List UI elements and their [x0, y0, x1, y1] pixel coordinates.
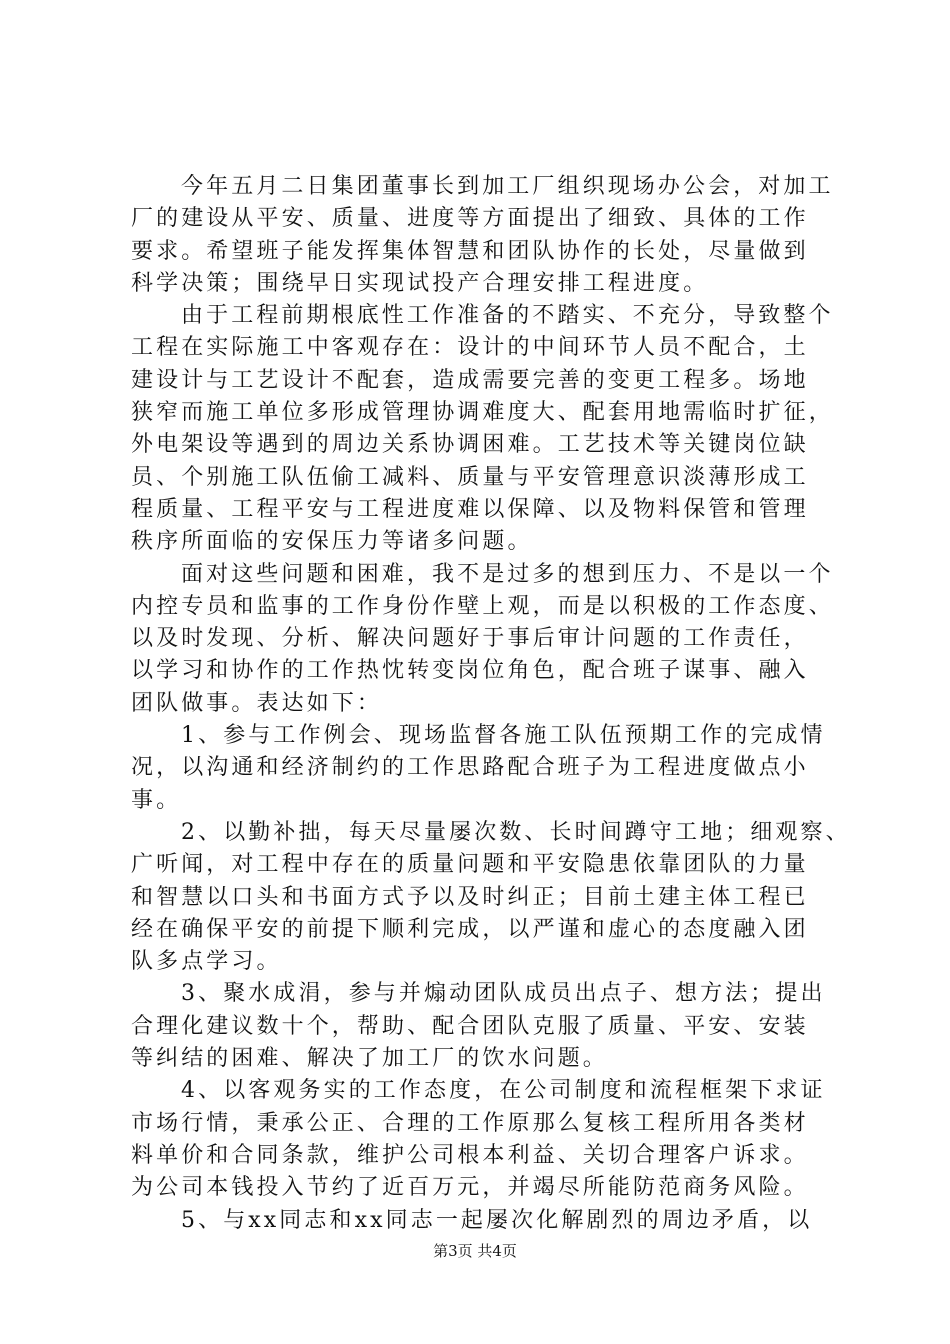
text-line: 4、以客观务实的工作态度，在公司制度和流程框架下求证 — [181, 1078, 826, 1104]
paragraph — [131, 300, 851, 558]
text-line: 料单价和合同条款，维护公司根本利益、关切合理客户诉求。 — [131, 1142, 809, 1168]
text-line: 团队做事。表达如下： — [131, 690, 383, 716]
page-footer: 第3页 共4页 — [433, 1242, 517, 1260]
paragraph — [131, 559, 851, 720]
text-line: 事。 — [131, 787, 182, 813]
paragraph — [131, 1205, 851, 1237]
text-line: 5、与xx同志和xx同志一起屡次化解剧烈的周边矛盾，以 — [181, 1207, 813, 1233]
text-line: 2、以勤补拙，每天尽量屡次数、长时间蹲守工地；细观察、 — [181, 819, 851, 845]
text-line: 建设计与工艺设计不配套，造成需要完善的变更工程多。场地 — [131, 367, 809, 393]
paragraph — [131, 1075, 851, 1204]
text-line: 员、个别施工队伍偷工减料、质量与平安管理意识淡薄形成工 — [131, 464, 809, 490]
paragraph — [131, 171, 851, 300]
text-line: 广听闻，对工程中存在的质量问题和平安隐患依靠团队的力量 — [131, 852, 809, 878]
text-line: 今年五月二日集团董事长到加工厂组织现场办公会，对加工 — [181, 174, 834, 199]
paragraph — [131, 817, 851, 978]
text-line: 内控专员和监事的工作身份作壁上观，而是以积极的工作态度、 — [131, 593, 834, 619]
text-line: 为公司本钱投入节约了近百万元，并竭尽所能防范商务风险。 — [131, 1175, 809, 1201]
text-line: 以及时发现、分析、解决问题好于事后审计问题的工作责任， — [131, 626, 809, 652]
text-line: 市场行情，秉承公正、合理的工作原那么复核工程所用各类材 — [131, 1110, 809, 1136]
text-line: 队多点学习。 — [131, 949, 282, 975]
text-line: 工程在实际施工中客观存在：设计的中间环节人员不配合，土 — [131, 335, 809, 361]
document-body — [131, 171, 851, 1237]
text-line: 等纠结的困难、解决了加工厂的饮水问题。 — [131, 1046, 608, 1072]
text-line: 狭窄而施工单位多形成管理协调难度大、配套用地需临时扩征， — [131, 400, 834, 426]
text-line: 3、聚水成涓，参与并煽动团队成员出点子、想方法；提出 — [181, 981, 826, 1007]
text-line: 厂的建设从平安、质量、进度等方面提出了细致、具体的工作 — [131, 206, 809, 232]
text-line: 由于工程前期根底性工作准备的不踏实、不充分，导致整个 — [181, 303, 834, 329]
text-line: 科学决策；围绕早日实现试投产合理安排工程进度。 — [131, 270, 709, 296]
text-line: 和智慧以口头和书面方式予以及时纠正；目前土建主体工程已 — [131, 884, 809, 910]
text-line: 面对这些问题和困难，我不是过多的想到压力、不是以一个 — [181, 561, 834, 587]
paragraph — [131, 978, 851, 1075]
text-line: 以学习和协作的工作热忱转变岗位角色，配合班子谋事、融入 — [131, 658, 809, 684]
text-line: 经在确保平安的前提下顺利完成，以严谨和虚心的态度融入团 — [131, 916, 809, 942]
paragraph — [131, 720, 851, 817]
text-line: 外电架设等遇到的周边关系协调困难。工艺技术等关键岗位缺 — [131, 432, 809, 458]
text-line: 况，以沟通和经济制约的工作思路配合班子为工程进度做点小 — [131, 755, 809, 781]
text-line: 程质量、工程平安与工程进度难以保障、以及物料保管和管理 — [131, 496, 809, 522]
text-line: 秩序所面临的安保压力等诸多问题。 — [131, 529, 533, 555]
text-line: 合理化建议数十个，帮助、配合团队克服了质量、平安、安装 — [131, 1013, 809, 1039]
text-line: 要求。希望班子能发挥集体智慧和团队协作的长处，尽量做到 — [131, 238, 809, 264]
text-line: 1、参与工作例会、现场监督各施工队伍预期工作的完成情 — [181, 723, 826, 749]
